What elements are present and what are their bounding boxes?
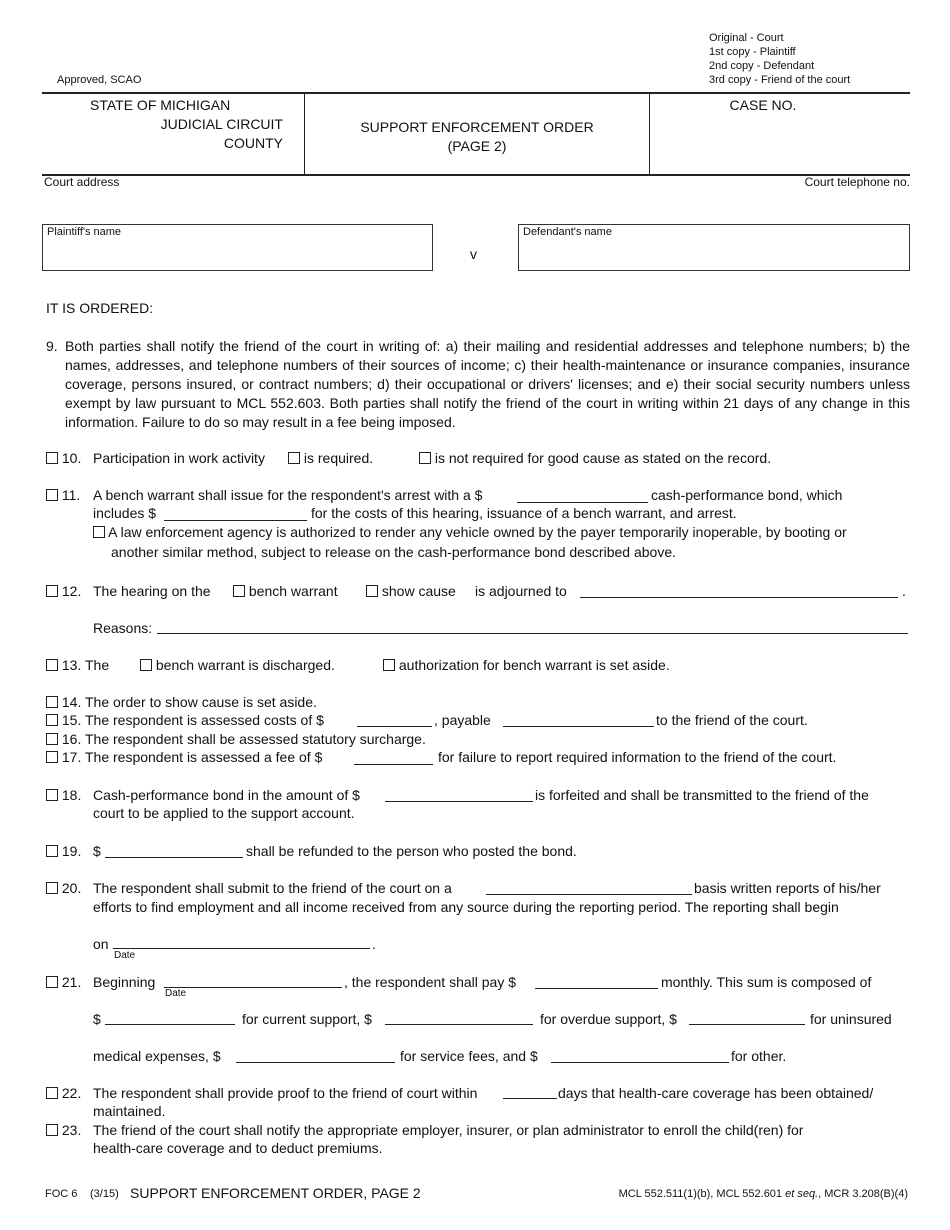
item-15-text-a: 15. The respondent is assessed costs of $ [61,712,324,728]
copy-plaintiff: 1st copy - Plaintiff [709,46,796,58]
plaintiff-name-label: Plaintiff's name [47,226,122,238]
item-19-number: 19. [61,843,82,859]
item-23 [46,1121,81,1140]
item-22 [46,1084,81,1103]
item-22-days-field[interactable] [503,1098,557,1099]
item-10-number: 10. [61,450,82,466]
item-15-costs-field[interactable] [357,726,432,727]
item-13-set-aside-checkbox[interactable] [383,659,395,671]
item-12 [46,582,81,601]
copy-distribution [709,31,850,87]
item-11-text-d: for the costs of this hearing, issuance of a bench warrant, and arrest. [311,505,737,521]
item-18-text-c: court to be applied to the support account. [93,805,355,821]
item-13-set-aside-label: authorization for bench warrant is set aside. [398,657,670,673]
case-no-label: CASE NO. [729,97,797,113]
approved-scao: Approved, SCAO [57,74,142,86]
item-11-booting [93,523,847,542]
item-21-date-label: Date [165,988,187,999]
item-20-text-c: efforts to find employment and all income received from any source during the reporting period. The reporting shall begin [93,899,839,915]
item-20-on: on [93,936,109,952]
item-11-checkbox[interactable] [46,489,58,501]
item-19 [46,842,81,861]
item-11-number: 11. [61,487,81,503]
item-14 [46,693,317,712]
item-14-text: 14. The order to show cause is set aside. [61,694,317,710]
item-13-discharged-checkbox[interactable] [140,659,152,671]
state-name: STATE OF MICHIGAN [90,97,231,113]
item-12-text-d: is adjourned to [475,583,567,599]
item-21-medical-field[interactable] [236,1062,395,1063]
copy-original: Original - Court [709,32,784,44]
defendant-name-field[interactable] [518,224,910,271]
item-22-text-c: maintained. [93,1103,166,1119]
item-15-checkbox[interactable] [46,714,58,726]
item-21-text-f: for overdue support, $ [540,1011,677,1027]
item-11-booting-checkbox[interactable] [93,526,105,538]
item-10-required-label: is required. [303,450,374,466]
item-13-set-aside [383,656,670,675]
item-11-text-c: includes $ [93,505,157,521]
defendant-name-label: Defendant's name [523,226,612,238]
item-9-text: Both parties shall notify the friend of the court in writing of: a) their mailing and residential addresses and telephone numbers; b) the names, addresses, and telephone numbers of their sources of income; c) their health-maintenance or insurance companies, insurance coverage, persons insured, or contract numbers; d) their occupational or drivers' licenses; and e) their social security numbers unless exempt by law pursuant to MCL 552.603. Both parties shall notify the friend of the court in writing within 21 days of any change in this information. Failure to do so may result in a fee being imposed. [65,338,910,430]
item-10-not-required-label: is not required for good cause as stated on the record. [434,450,772,466]
item-21-number: 21. [61,974,82,990]
item-21-text-c: monthly. This sum is composed of [661,974,872,990]
item-17-fee-field[interactable] [354,764,433,765]
item-12-show-cause [366,582,456,601]
copy-foc: 3rd copy - Friend of the court [709,74,851,86]
item-18-text-a: Cash-performance bond in the amount of $ [93,787,360,803]
item-21-text-e: for current support, $ [242,1011,372,1027]
item-20-number: 20. [61,880,82,896]
item-23-text-a: The friend of the court shall notify the appropriate employer, insurer, or plan administrator to enroll the child(ren) for [93,1122,804,1138]
item-12-show-cause-label: show cause [381,583,456,599]
item-13-number: 13. The [61,657,110,673]
item-19-text-b: shall be refunded to the person who posted the bond. [246,843,577,859]
item-12-checkbox[interactable] [46,585,58,597]
item-20-checkbox[interactable] [46,882,58,894]
item-21-date-field[interactable] [164,987,342,988]
item-20-text-b: basis written reports of his/her [694,880,881,896]
item-20-period: . [372,936,376,952]
item-18-text-b: is forfeited and shall be transmitted to the friend of the [535,787,869,803]
item-10 [46,449,81,468]
copy-defendant: 2nd copy - Defendant [709,60,815,72]
item-20-date-label: Date [114,950,136,961]
item-12-reasons-field[interactable] [157,633,908,634]
item-11-text-b: cash-performance bond, which [651,487,843,503]
item-12-show-cause-checkbox[interactable] [366,585,378,597]
item-12-bench-warrant-label: bench warrant [248,583,338,599]
item-23-text-b: health-care coverage and to deduct premiums. [93,1140,383,1156]
form-revision: (3/15) [90,1188,119,1200]
item-22-text-a: The respondent shall provide proof to the friend of court within [93,1085,478,1101]
item-12-bench-warrant-checkbox[interactable] [233,585,245,597]
case-no-field[interactable] [650,114,908,172]
citation-a: MCL 552.511(1)(b), MCL 552.601 [618,1188,783,1200]
item-22-checkbox[interactable] [46,1087,58,1099]
item-21 [46,973,81,992]
court-telephone-label: Court telephone no. [804,175,910,189]
item-21-text-b: , the respondent shall pay $ [344,974,517,990]
item-15 [46,711,324,730]
item-21-monthly-field[interactable] [535,988,658,989]
item-17 [46,748,322,767]
item-19-dollar: $ [93,843,101,859]
citation-c: , MCR 3.208(B)(4) [818,1188,908,1200]
item-12-date-field[interactable] [580,597,898,598]
court-jurisdiction [90,96,283,153]
item-13-discharged-label: bench warrant is discharged. [155,657,335,673]
item-21-current-field[interactable] [105,1024,235,1025]
item-10-not-required [419,449,771,468]
item-21-text-h: medical expenses, $ [93,1048,221,1064]
item-17-text-b: for failure to report required information to the friend of the court. [438,749,837,765]
item-12-bench-warrant [233,582,338,601]
item-13-discharged [140,656,335,675]
item-21-overdue-field[interactable] [385,1024,533,1025]
item-20-date-field[interactable] [113,948,370,949]
item-22-number: 22. [61,1085,82,1101]
item-19-amount-field[interactable] [105,857,243,858]
item-10-required-checkbox[interactable] [288,452,300,464]
item-21-text-i: for service fees, and $ [400,1048,538,1064]
item-20-text-a: The respondent shall submit to the friend of the court on a [93,880,452,896]
footer-title: SUPPORT ENFORCEMENT ORDER, PAGE 2 [130,1185,421,1201]
item-10-not-required-checkbox[interactable] [419,452,431,464]
item-21-text-g: for uninsured [810,1011,892,1027]
item-21-service-field[interactable] [551,1062,729,1063]
item-11-text-a: A bench warrant shall issue for the respondent's arrest with a $ [93,487,483,503]
item-18 [46,786,81,805]
item-9-number: 9. [46,338,58,354]
item-18-amount-field[interactable] [385,801,533,802]
form-number: FOC 6 [45,1188,78,1200]
document-title-block [305,118,649,156]
item-21-beginning: Beginning [93,974,156,990]
item-17-checkbox[interactable] [46,751,58,763]
item-17-text-a: 17. The respondent is assessed a fee of $ [61,749,323,765]
item-20-basis-field[interactable] [486,894,692,895]
item-22-text-b: days that health-care coverage has been obtained/ [558,1085,874,1101]
item-12-period: . [902,583,906,599]
item-12-text-a: The hearing on the [93,583,211,599]
item-12-number: 12. [61,583,82,599]
item-19-checkbox[interactable] [46,845,58,857]
item-10-required [288,449,373,468]
item-21-uninsured-field[interactable] [689,1024,805,1025]
versus: v [470,246,477,262]
item-16-checkbox[interactable] [46,733,58,745]
county: COUNTY [223,135,283,151]
item-16-text: 16. The respondent shall be assessed statutory surcharge. [61,731,426,747]
item-10-text: Participation in work activity [93,450,265,466]
item-18-number: 18. [61,787,82,803]
item-13 [46,656,109,675]
item-15-text-b: , payable [434,712,491,728]
citation-b: et seq. [785,1188,819,1200]
court-address-label: Court address [44,175,120,189]
it-is-ordered: IT IS ORDERED: [46,300,154,316]
judicial-circuit: JUDICIAL CIRCUIT [160,116,283,132]
item-23-number: 23. [61,1122,82,1138]
header-bottom-rule [42,174,910,176]
item-11-text-f: another similar method, subject to release on the cash-performance bond described above. [111,544,676,560]
item-15-text-c: to the friend of the court. [656,712,808,728]
item-21-dollar: $ [93,1011,101,1027]
item-21-checkbox[interactable] [46,976,58,988]
item-21-text-j: for other. [731,1048,787,1064]
item-11-booting-text: A law enforcement agency is authorized to render any vehicle owned by the payer temporarily inoperable, by booting or [108,524,847,540]
footer-citation [619,1188,908,1200]
item-11 [46,486,80,505]
item-13-checkbox[interactable] [46,659,58,671]
item-20 [46,879,81,898]
item-16 [46,730,426,749]
item-15-payable-field[interactable] [503,726,654,727]
item-11-costs-field[interactable] [164,520,307,521]
item-14-checkbox[interactable] [46,696,58,708]
document-subtitle: (PAGE 2) [447,138,507,154]
header-top-rule [42,92,910,94]
item-18-checkbox[interactable] [46,789,58,801]
document-title: SUPPORT ENFORCEMENT ORDER [360,119,594,135]
item-12-reasons-label: Reasons: [93,620,153,636]
plaintiff-name-field[interactable] [42,224,433,271]
item-11-bond-field[interactable] [517,502,648,503]
item-10-checkbox[interactable] [46,452,58,464]
item-23-checkbox[interactable] [46,1124,58,1136]
